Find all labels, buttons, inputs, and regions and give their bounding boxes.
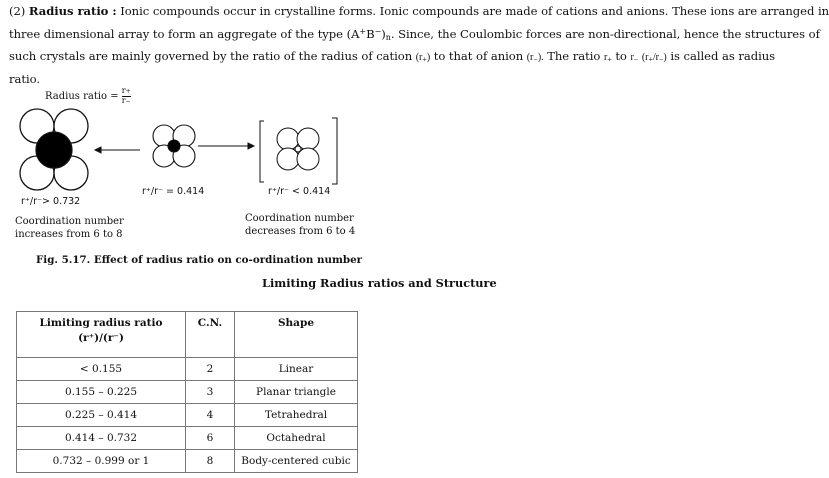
cell-shape: Tetrahedral — [235, 404, 358, 427]
paragraph-line-2 — [9, 22, 820, 48]
symbol-text: ) — [663, 52, 667, 63]
anion-symbol — [527, 52, 544, 63]
paragraph-text: three dimensional array to form an aggregate of the type (A — [9, 26, 360, 41]
symbol-text: r — [121, 96, 126, 105]
paragraph-text: . Since, the Coulombic forces are non-directional, hence the structures of — [390, 26, 820, 41]
ratio-equal-label: r⁺/r⁻ = 0.414 — [142, 186, 205, 197]
caption-line: increases from 6 to 8 — [15, 229, 123, 240]
subscript: + — [648, 55, 653, 64]
arrow-left-icon — [95, 147, 140, 153]
subscript: + — [607, 55, 612, 64]
ratio-less-label: r⁺/r⁻ < 0.414 — [268, 186, 331, 197]
limiting-radius-table — [16, 311, 358, 473]
table-row — [17, 450, 358, 473]
caption-line: decreases from 6 to 4 — [245, 226, 356, 237]
header-cn: C.N. — [186, 312, 235, 358]
cell-ratio: 0.414 – 0.732 — [17, 427, 186, 450]
cation-circle-tiny — [295, 146, 301, 152]
header-limiting-ratio — [17, 312, 186, 358]
symbol-text: (r — [641, 52, 649, 63]
subscript: − — [533, 55, 538, 64]
subscript: − — [125, 98, 131, 105]
paragraph-text: B — [366, 26, 375, 41]
right-bracket — [332, 118, 337, 184]
radius-ratio-paragraph — [9, 2, 829, 89]
symbol-text: r — [603, 52, 608, 63]
paragraph-text: is called as radius — [670, 49, 776, 63]
table-row — [17, 358, 358, 381]
paragraph-text: to — [615, 49, 627, 63]
section-heading: Radius ratio : — [28, 4, 117, 18]
subscript: + — [125, 88, 131, 95]
symbol-text: ). — [537, 52, 544, 63]
symbol-text: ) — [426, 52, 431, 63]
paragraph-text: Ionic compounds occur in crystalline forms. Ionic compounds are made of cations and anions. These ions are arranged in — [120, 4, 829, 18]
symbol-text: r — [630, 52, 634, 63]
large-cation-cluster — [20, 109, 88, 190]
symbol-text: r — [121, 86, 126, 95]
cation-circle-small — [168, 140, 180, 152]
cation-symbol — [416, 52, 430, 63]
paragraph-text: to that of anion — [433, 49, 524, 63]
left-bracket — [260, 121, 264, 182]
subscript: − — [658, 55, 664, 64]
superscript: + — [359, 26, 367, 36]
cell-ratio: 0.732 – 0.999 or 1 — [17, 450, 186, 473]
touching-cation-cluster — [153, 125, 195, 167]
header-text: Limiting radius ratio — [39, 317, 163, 329]
header-text: (r⁺)/(r⁻) — [78, 332, 124, 344]
cell-shape: Octahedral — [235, 427, 358, 450]
paragraph-line-3 — [9, 47, 776, 70]
symbol-text: /r — [652, 52, 659, 63]
subscript: − — [633, 55, 639, 64]
section-number: (2) — [9, 4, 26, 18]
cell-shape: Planar triangle — [235, 381, 358, 404]
paragraph-text: ) — [381, 26, 386, 41]
cell-cn: 2 — [186, 358, 235, 381]
cell-ratio: < 0.155 — [17, 358, 186, 381]
figure-caption: Fig. 5.17. Effect of radius ratio on co-ordination number — [36, 254, 363, 266]
cn-decrease-caption — [245, 212, 355, 238]
caption-line: Coordination number — [245, 213, 354, 224]
cell-ratio: 0.225 – 0.414 — [17, 404, 186, 427]
caption-line: Coordination number — [15, 216, 124, 227]
cn-increase-caption — [15, 215, 124, 241]
cell-cn: 6 — [186, 427, 235, 450]
cell-shape: Body-centered cubic — [235, 450, 358, 473]
cell-cn: 3 — [186, 381, 235, 404]
small-cation-cluster — [260, 118, 337, 184]
superscript: − — [374, 26, 382, 36]
paragraph-text: such crystals are mainly governed by the ratio of the radius of cation — [9, 49, 413, 63]
cell-shape: Linear — [235, 358, 358, 381]
header-shape: Shape — [235, 312, 358, 358]
table-header-row — [17, 312, 358, 358]
cell-cn: 4 — [186, 404, 235, 427]
cell-ratio: 0.155 – 0.225 — [17, 381, 186, 404]
ratio-greater-label: r⁺/r⁻> 0.732 — [21, 196, 81, 207]
coordination-diagram — [0, 80, 360, 200]
symbol-text: (r — [526, 52, 534, 63]
paragraph-text: ratio. — [9, 71, 40, 86]
cation-circle-large — [36, 132, 72, 168]
table-row — [17, 381, 358, 404]
table-row — [17, 427, 358, 450]
subscript: + — [422, 55, 427, 64]
ratio-expression — [642, 52, 667, 63]
symbol-text: (r — [415, 52, 423, 63]
ratio-symbol-2 — [631, 52, 639, 63]
ratio-symbol-1 — [604, 52, 612, 63]
table-title: Limiting Radius ratios and Structure — [262, 276, 497, 290]
arrow-right-icon — [198, 143, 254, 149]
paragraph-line-1 — [9, 2, 829, 22]
cell-cn: 8 — [186, 450, 235, 473]
radius-ratio-text: Radius ratio = — [45, 91, 119, 102]
subscript: n — [385, 32, 391, 42]
table-row — [17, 404, 358, 427]
paragraph-text: The ratio — [547, 49, 601, 63]
